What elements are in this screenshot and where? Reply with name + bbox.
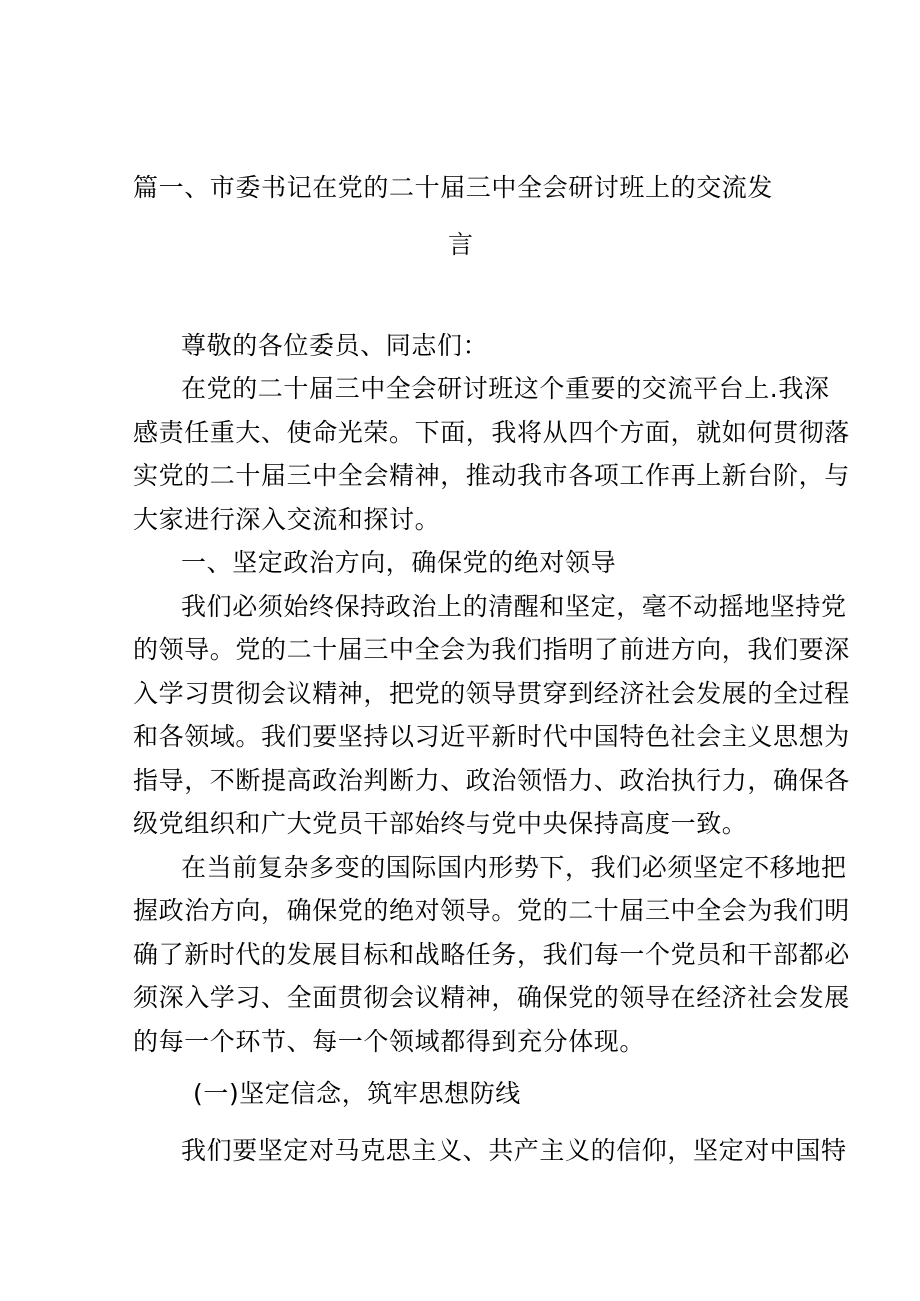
paragraph-line: 的领导。党的二十届三中全会为我们指明了前进方向，我们要深 — [133, 635, 850, 664]
document-title-continued: 言 — [448, 230, 474, 259]
intro-line: 实党的二十届三中全会精神，推动我市各项工作再上新台阶，与 — [133, 461, 850, 490]
paragraph-line: 指导，不断提高政治判断力、政治领悟力、政治执行力，确保各 — [133, 766, 850, 795]
paragraph-line: 我们要坚定对马克思主义、共产主义的信仰，坚定对中国特 — [181, 1136, 847, 1165]
paragraph-line: 在当前复杂多变的国际国内形势下，我们必须坚定不移地把 — [181, 853, 847, 882]
subsection-heading: (一)坚定信念，筑牢思想防线 — [193, 1079, 521, 1108]
paragraph-line: 的每一个环节、每一个领域都得到充分体现。 — [133, 1027, 646, 1056]
paragraph-line: 我们必须始终保持政治上的清醒和坚定，毫不动摇地坚持党 — [181, 592, 847, 621]
intro-line: 感责任重大、使命光荣。下面，我将从四个方面，就如何贯彻落 — [133, 418, 850, 447]
section-heading: 一、坚定政治方向，确保党的绝对领导 — [181, 548, 617, 577]
paragraph-line: 须深入学习、全面贯彻会议精神，确保党的领导在经济社会发展 — [133, 983, 850, 1012]
paragraph-line: 和各领域。我们要坚持以习近平新时代中国特色社会主义思想为 — [133, 722, 850, 751]
paragraph-line: 入学习贯彻会议精神，把党的领导贯穿到经济社会发展的全过程 — [133, 679, 850, 708]
intro-line: 大家进行深入交流和探讨。 — [133, 505, 441, 534]
paragraph-line: 级党组织和广大党员干部始终与党中央保持高度一致。 — [133, 809, 748, 838]
document-title: 篇一、市委书记在党的二十届三中全会研讨班上的交流发 — [133, 173, 774, 202]
paragraph-line: 握政治方向，确保党的绝对领导。党的二十届三中全会为我们明 — [133, 896, 850, 925]
salutation: 尊敬的各位委员、同志们： — [181, 331, 489, 360]
paragraph-line: 确了新时代的发展目标和战略任务，我们每一个党员和干部都必 — [133, 940, 850, 969]
intro-line: 在党的二十届三中全会研讨班这个重要的交流平台上.我深 — [181, 374, 830, 403]
